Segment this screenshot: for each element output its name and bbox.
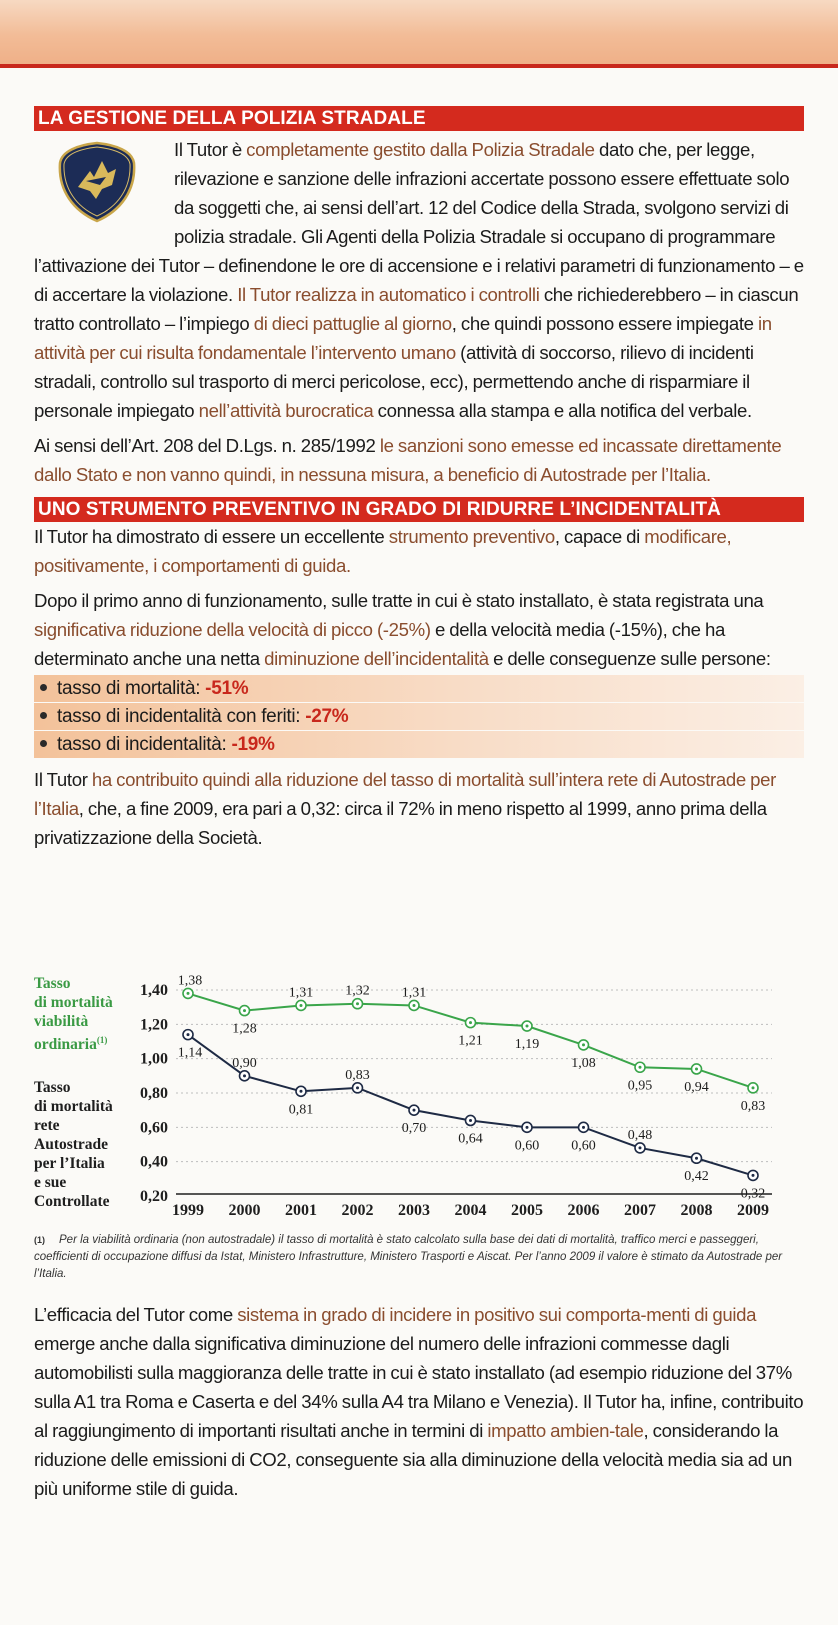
data-point-center: [695, 1067, 698, 1070]
data-point-center: [752, 1174, 755, 1177]
data-point-center: [526, 1126, 529, 1129]
text-run: connessa alla stampa e alla notifica del verbale.: [373, 400, 752, 421]
data-point-center: [300, 1004, 303, 1007]
list-item: tasso di incidentalità: -19%: [34, 731, 804, 758]
y-tick-label: 0,60: [140, 1119, 168, 1137]
data-point-center: [243, 1009, 246, 1012]
text-run: L’efficacia del Tutor come: [34, 1304, 238, 1325]
text-run: e delle conseguenze sulle persone:: [488, 648, 771, 669]
text-run: , che quindi possono essere impiegate: [451, 313, 758, 334]
polizia-stradale-badge-icon: [56, 141, 138, 223]
data-label: 0,95: [627, 1078, 653, 1094]
data-label: 0,70: [401, 1121, 427, 1137]
highlighted-text: diminuzione dell’incidentalità: [264, 648, 489, 669]
data-point-center: [582, 1043, 585, 1046]
data-point-center: [695, 1157, 698, 1160]
closing-section: [34, 1300, 804, 1503]
y-tick-label: 0,20: [140, 1188, 168, 1205]
x-tick-label: 2007: [624, 1202, 656, 1219]
x-tick-label: 2004: [454, 1202, 487, 1219]
highlighted-text: di dieci pattuglie al giorno: [253, 313, 452, 334]
section1-paragraph2: [34, 431, 804, 489]
list-item: tasso di incidentalità con feriti: -27%: [34, 703, 804, 730]
bullet-icon: [40, 684, 47, 691]
list-item: tasso di mortalità: -51%: [34, 675, 804, 702]
text-run: , capace di: [554, 526, 645, 547]
data-label: 0,42: [684, 1169, 709, 1185]
data-point-center: [356, 1002, 359, 1005]
bullet-icon: [40, 740, 47, 747]
legend-green: Tasso di mortalità viabilità ordinaria$^{(1)}$: [34, 975, 113, 1054]
x-tick-label: 1999: [172, 1202, 204, 1219]
series-line: [188, 1035, 753, 1176]
text-run: , che, a fine 2009, era pari a 0,32: circa il 72% in meno rispetto al 1999, anno prima della privatizzazione della Società.: [34, 798, 767, 848]
data-point-center: [187, 1033, 190, 1036]
data-label: 1,28: [232, 1021, 257, 1037]
data-point-center: [413, 1109, 416, 1112]
data-label: 1,38: [177, 973, 203, 989]
data-label: 1,08: [571, 1055, 596, 1071]
header-band: [0, 0, 838, 64]
section2-paragraph1: [34, 522, 804, 580]
data-point-center: [413, 1004, 416, 1007]
data-label: 1,31: [288, 985, 314, 1001]
data-point-center: [300, 1090, 303, 1093]
bullet-icon: [40, 712, 47, 719]
data-point-center: [526, 1025, 529, 1028]
text-run: dato che, per legge, rilevazione e sanzione delle infrazioni accertate possono essere effettuate solo da soggetti che, ai sensi dell’art. 12 del Codice della Strada, svolgono servizi di polizia stradale. Gli Agenti della Polizia Stradale si occupano di programmare l’attivazione dei Tutor – definendone le ore di accensione e i relativi parametri di funzionamento – e di accertare la violazione.: [34, 139, 804, 305]
stat-value: -51%: [205, 678, 249, 699]
main-content: [34, 106, 804, 852]
x-tick-label: 2002: [341, 1202, 374, 1219]
section-heading-management: LA GESTIONE DELLA POLIZIA STRADALE: [34, 106, 804, 131]
x-tick-label: 2000: [228, 1202, 261, 1219]
y-tick-label: 1,00: [140, 1050, 168, 1068]
data-label: 0,32: [740, 1186, 766, 1202]
text-run: Ai sensi dell’Art. 208 del D.Lgs. n. 285/1992: [34, 435, 380, 456]
text-run: (attività di soccorso, rilievo di incidenti stradali, controllo sul trasporto di merci pericolose, ecc), permettendo anche di risparmiare il personale impiegato: [34, 342, 754, 421]
highlighted-text: completamente gestito dalla Polizia Stradale: [246, 139, 595, 160]
y-tick-label: 0,80: [140, 1085, 168, 1102]
highlighted-text: strumento preventivo: [388, 526, 555, 547]
y-tick-label: 0,40: [140, 1153, 168, 1171]
data-label: 0,60: [571, 1138, 596, 1154]
header-rule: [0, 64, 838, 68]
text-run: Il Tutor ha dimostrato di essere un eccellente: [34, 526, 389, 547]
data-point-center: [639, 1146, 642, 1149]
section2-paragraph3: [34, 765, 804, 852]
statistics-list: [34, 675, 804, 758]
highlighted-text: ha contribuito quindi alla riduzione del tasso di mortalità sull’intera rete di Autostrade per l’Italia: [34, 769, 776, 819]
text-run: Il Tutor è: [174, 139, 247, 160]
mortality-chart: [0, 966, 838, 1226]
highlighted-text: sistema in grado di incidere in positivo sui comporta-menti di guida: [237, 1304, 757, 1325]
data-label: 0,90: [232, 1055, 257, 1071]
data-point-center: [469, 1119, 472, 1122]
highlighted-text: in attività per cui risulta fondamentale l’intervento umano: [34, 313, 772, 363]
x-tick-label: 2009: [737, 1202, 769, 1219]
x-tick-label: 2003: [398, 1202, 430, 1219]
data-label: 0,81: [288, 1102, 314, 1118]
data-label: 0,83: [345, 1067, 370, 1083]
text-run: , considerando la riduzione delle emissioni di CO2, conseguente sia alla diminuzione della velocità media sia ad un più uniforme stile di guida.: [34, 1420, 793, 1499]
text-run: che richiederebbero – in ciascun tratto controllato – l’impiego: [34, 284, 799, 334]
data-label: 0,94: [684, 1079, 709, 1095]
section1-paragraph1: [34, 135, 804, 425]
section2-paragraph2: [34, 586, 804, 673]
y-tick-label: 1,20: [140, 1016, 168, 1034]
text-run: Il Tutor: [34, 769, 92, 790]
data-point-center: [752, 1086, 755, 1089]
data-label: 0,83: [740, 1098, 766, 1114]
data-label: 0,64: [458, 1131, 483, 1147]
data-label: 1,14: [177, 1045, 203, 1061]
x-tick-label: 2001: [285, 1202, 317, 1219]
data-label: 1,31: [401, 985, 427, 1001]
data-point-center: [639, 1066, 642, 1069]
highlighted-text: nell’attività burocratica: [198, 400, 374, 421]
highlighted-text: Il Tutor realizza in automatico i controlli: [237, 284, 540, 305]
highlighted-text: le sanzioni sono emesse ed incassate direttamente dallo Stato e non vanno quindi, in nessuna misura, a beneficio di Autostrade per l’Italia.: [34, 435, 782, 485]
closing-paragraph: [34, 1300, 804, 1503]
highlighted-text: impatto ambien-tale: [487, 1420, 644, 1441]
data-label: 1,19: [514, 1037, 540, 1053]
x-tick-label: 2008: [680, 1202, 713, 1219]
data-label: 1,21: [458, 1033, 483, 1049]
text-run: e della velocità media (-15%), che ha determinato anche una netta: [34, 619, 725, 669]
text-run: Dopo il primo anno di funzionamento, sulle tratte in cui è stato installato, è stata registrata una: [34, 590, 764, 611]
y-tick-label: 1,40: [140, 982, 168, 999]
chart-plot: [0, 966, 838, 1226]
data-label: 1,32: [345, 983, 370, 999]
text-run: emerge anche dalla significativa diminuzione del numero delle infrazioni commesse dagli automobilisti sulla maggioranza delle tratte in cui è stato installato (ad esempio riduzione del 37% sulla A1 tra Roma e Caserta e del 34% sulla A4 tra Milano e Venezia). Il Tutor ha, infine, contribuito al raggiungimento di importanti risultati anche in termini di: [34, 1333, 804, 1441]
data-label: 0,48: [627, 1127, 653, 1143]
footnote: $^{(1)}$ Per la viabilità ordinaria (non autostradale) il tasso di mortalità è stato calcolato sulla base dei dati di mortalità, traffico merci e passeggeri, coefficienti di occupazione diffusi da Istat, Ministero Infrastrutture, Ministero Trasporti e Aiscat. Per l’anno 2009 il valore è stimato da Autostrade per l’Italia.: [34, 1234, 783, 1280]
x-tick-label: 2006: [567, 1202, 600, 1219]
section-heading-prevention: UNO STRUMENTO PREVENTIVO IN GRADO DI RIDURRE L’INCIDENTALITÀ: [34, 497, 804, 522]
data-point-center: [243, 1074, 246, 1077]
data-point-center: [356, 1086, 359, 1089]
legend-dark: Tasso di mortalità rete Autostrade per l’Italia e sue Controllate: [34, 1079, 113, 1210]
data-point-center: [469, 1021, 472, 1024]
highlighted-text: modificare, positivamente, i comportamenti di guida.: [34, 526, 732, 576]
stat-value: -19%: [231, 734, 275, 755]
data-point-center: [187, 992, 190, 995]
data-point-center: [582, 1126, 585, 1129]
highlighted-text: significativa riduzione della velocità di picco (-25%): [34, 619, 431, 640]
stat-value: -27%: [305, 706, 349, 727]
data-label: 0,60: [514, 1138, 540, 1154]
x-tick-label: 2005: [511, 1202, 543, 1219]
